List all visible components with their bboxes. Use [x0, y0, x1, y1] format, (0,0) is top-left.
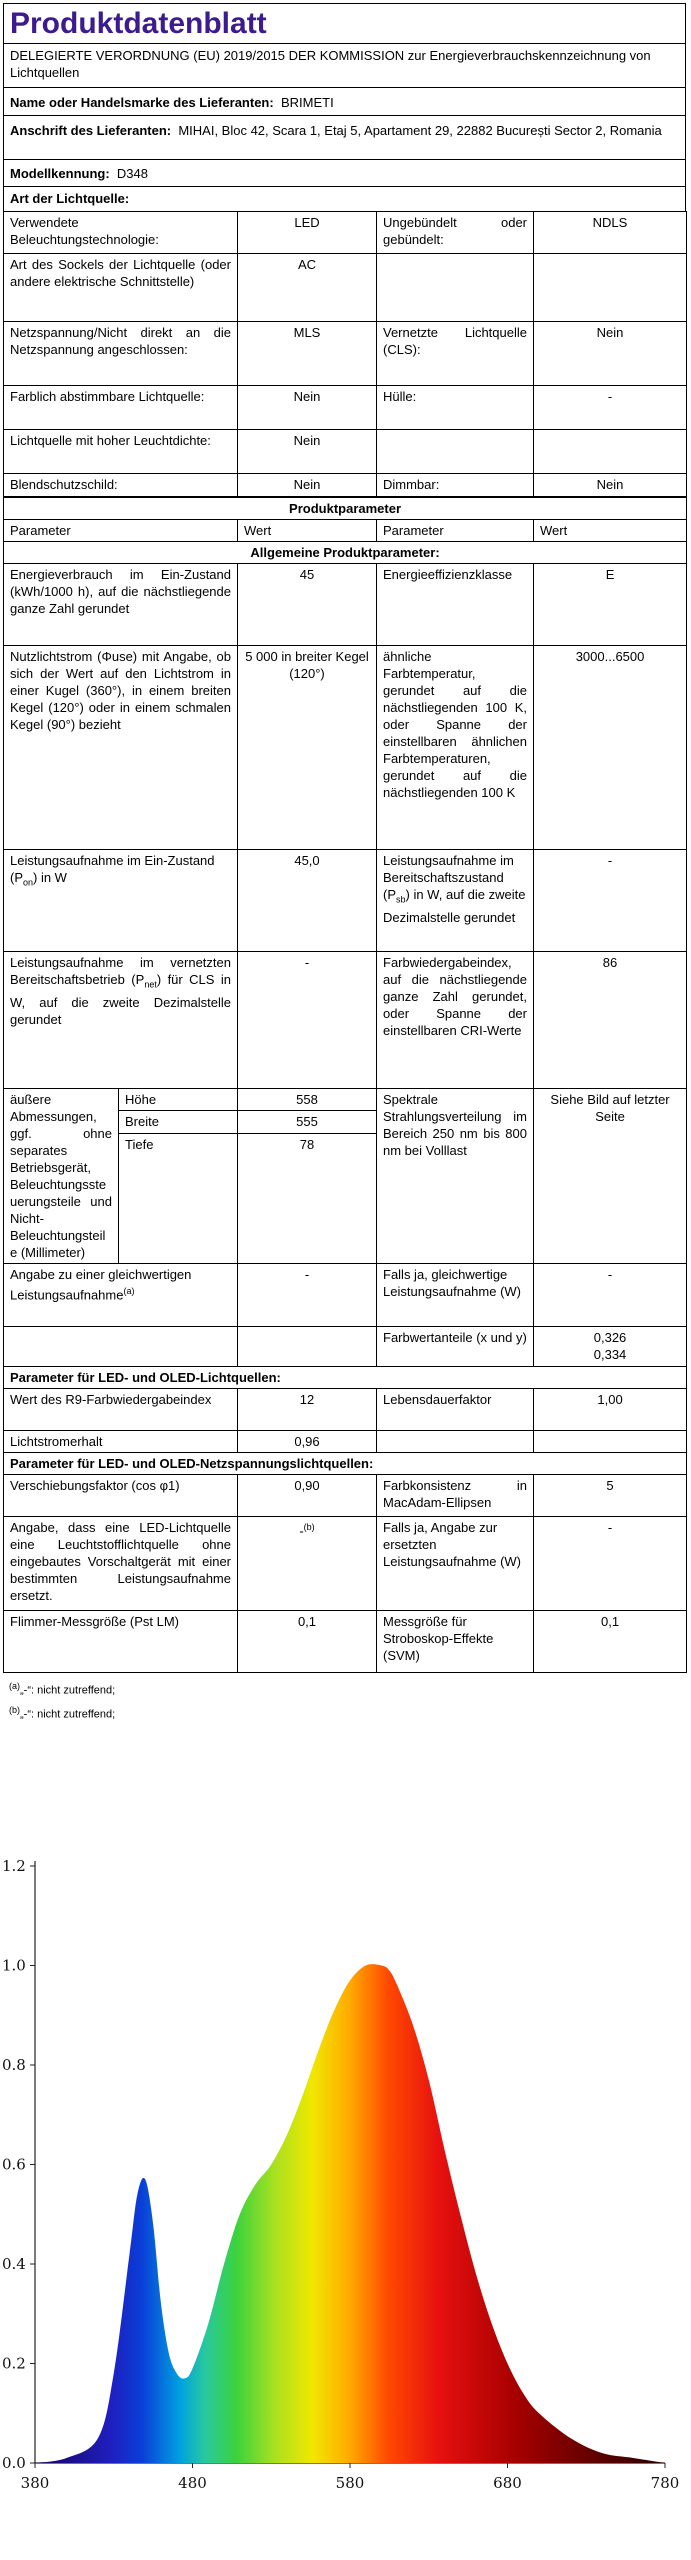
- column-header-parameter: Parameter: [377, 520, 534, 542]
- model-row: [3, 159, 686, 186]
- product-datasheet: [3, 3, 686, 1724]
- height-label: Höhe: [119, 1089, 238, 1111]
- param-label: Farbwiedergabeindex, auf die nächstliegende ganze Zahl gerundet, oder Spanne der einstellbaren CRI-Werte: [377, 952, 534, 1089]
- y-tick-label: 0.8: [2, 2056, 26, 2074]
- depth-label: Tiefe: [119, 1133, 238, 1263]
- x-tick-label: 580: [335, 2474, 365, 2492]
- type-row: [4, 322, 687, 386]
- type-label: Vernetzte Lichtquelle (CLS):: [377, 322, 534, 386]
- param-label: Verschiebungsfaktor (cos φ1): [4, 1475, 238, 1517]
- depth-value: 78: [238, 1133, 377, 1263]
- page-title: Produktdatenblatt: [3, 3, 686, 43]
- y-tick-label: 0.0: [2, 2454, 26, 2472]
- param-label: Energieverbrauch im Ein-Zustand (kWh/1000 h), auf die nächstliegende ganze Zahl gerundet: [4, 564, 238, 646]
- param-value: 0,96: [238, 1431, 377, 1453]
- param-label: Angabe, dass eine LED-Lichtquelle eine Leuchtstofflichtquelle ohne eingebautes Vorschaltgerät mit einer bestimmten Leistungsaufnahme ersetzt.: [4, 1517, 238, 1611]
- param-label: Leistungsaufnahme im Ein-Zustand $(P_{on})$ in W: [4, 850, 238, 952]
- param-value: E: [534, 564, 687, 646]
- type-label: Dimmbar:: [377, 474, 534, 497]
- supplier-row: [3, 87, 686, 115]
- product-parameter-table: [3, 497, 687, 1673]
- param-label: Leistungsaufnahme im vernetzten Bereitschaftsbetrieb $(P_{net})$ für CLS in W, auf die zweite Dezimalstelle gerundet: [4, 952, 238, 1089]
- width-value: 555: [238, 1111, 377, 1133]
- type-label: Hülle:: [377, 386, 534, 430]
- type-value: [534, 430, 687, 474]
- param-label: Farbwertanteile (x und y): [377, 1327, 534, 1367]
- param-value: 5 000 in breiter Kegel (120°): [238, 646, 377, 850]
- param-value: 0,1: [534, 1611, 687, 1673]
- column-header-parameter: Parameter: [4, 520, 238, 542]
- column-header-value: Wert: [238, 520, 377, 542]
- type-row: [4, 212, 687, 254]
- param-row-power-on: [4, 850, 687, 952]
- supplier-label: Name oder Handelsmarke des Lieferanten:: [10, 95, 274, 110]
- width-label: Breite: [119, 1111, 238, 1133]
- param-value: 0,1: [238, 1611, 377, 1673]
- param-label: Energieeffizienzklasse: [377, 564, 534, 646]
- param-value: -$^{(b)}$: [238, 1517, 377, 1611]
- param-row-maintenance: [4, 1431, 687, 1453]
- param-value: -: [534, 1517, 687, 1611]
- param-value: 0,90: [238, 1475, 377, 1517]
- mains-parameters-heading: Parameter für LED- und OLED-Netzspannungslichtquellen:: [4, 1453, 687, 1475]
- param-value: 45: [238, 564, 377, 646]
- param-value: -: [534, 1264, 687, 1327]
- model-label: Modellkennung:: [10, 166, 110, 181]
- height-value: 558: [238, 1089, 377, 1111]
- type-value: -: [534, 386, 687, 430]
- param-row-energy: [4, 564, 687, 646]
- address-value: MIHAI, Bloc 42, Scara 1, Etaj 5, Apartament 29, 22882 București Sector 2, Romania: [178, 123, 662, 138]
- x-tick-label: 480: [178, 2474, 207, 2492]
- param-label: Falls ja, Angabe zur ersetzten Leistungsaufnahme (W): [377, 1517, 534, 1611]
- y-tick-labels: [2, 1858, 35, 2472]
- type-label: Art des Sockels der Lichtquelle (oder andere elektrische Schnittstelle): [4, 254, 238, 322]
- param-row-equivalent: [4, 1264, 687, 1327]
- param-value: -: [238, 1264, 377, 1327]
- param-row-power-net: [4, 952, 687, 1089]
- type-label: [377, 430, 534, 474]
- x-tick-label: 680: [493, 2474, 522, 2492]
- type-label: Lichtquelle mit hoher Leuchtdichte:: [4, 430, 238, 474]
- param-row-flux: [4, 646, 687, 850]
- type-value: Nein: [238, 430, 377, 474]
- type-row: [4, 386, 687, 430]
- footnote: $^{(b)}$„-“: nicht zutreffend;: [9, 1704, 116, 1721]
- type-row: [4, 254, 687, 322]
- type-label: Farblich abstimmbare Lichtquelle:: [4, 386, 238, 430]
- y-tick-label: 0.6: [2, 2155, 26, 2174]
- product-parameters-heading: Produktparameter: [4, 498, 687, 520]
- param-row-flicker: [4, 1611, 687, 1673]
- param-label: Flimmer-Messgröße (Pst LM): [4, 1611, 238, 1673]
- type-value: [534, 254, 687, 322]
- param-label: Wert des R9-Farbwiedergabeindex: [4, 1389, 238, 1431]
- model-value: D348: [116, 166, 148, 181]
- general-parameters-heading: Allgemeine Produktparameter:: [4, 542, 687, 564]
- address-label: Anschrift des Lieferanten:: [10, 123, 172, 138]
- type-label: [377, 254, 534, 322]
- type-value: Nein: [238, 474, 377, 497]
- param-value: 3000...6500: [534, 646, 687, 850]
- param-label: Leistungsaufnahme im Bereitschaftszustand $(P_{sb})$ in W, auf die zweite Dezimalstelle gerundet: [377, 850, 534, 952]
- param-label: Nutzlichtstrom (Φuse) mit Angabe, ob sich der Wert auf den Lichtstrom in einer Kugel (360°), in einem breiten Kegel (120°) oder in einem schmalen Kegel (90°) bezieht: [4, 646, 238, 850]
- param-value: 45,0: [238, 850, 377, 952]
- type-value: AC: [238, 254, 377, 322]
- type-value: Nein: [238, 386, 377, 430]
- light-source-type-table: [3, 211, 687, 497]
- light-source-type-heading: Art der Lichtquelle:: [3, 186, 686, 211]
- y-tick-label: 0.4: [2, 2255, 26, 2273]
- type-label: Blendschutzschild:: [4, 474, 238, 497]
- type-value: Nein: [534, 474, 687, 497]
- param-label: Lebensdauerfaktor: [377, 1389, 534, 1431]
- type-value: LED: [238, 212, 377, 254]
- type-value: NDLS: [534, 212, 687, 254]
- column-header-row: [4, 520, 687, 542]
- param-value: -: [534, 850, 687, 952]
- param-value: 12: [238, 1389, 377, 1431]
- type-label: Verwendete Beleuchtungstechnologie:: [4, 212, 238, 254]
- param-value: 5: [534, 1475, 687, 1517]
- led-parameters-heading: Parameter für LED- und OLED-Lichtquellen:: [4, 1367, 687, 1389]
- footnote: $^{(a)}$„-“: nicht zutreffend;: [9, 1681, 116, 1697]
- param-row-dimensions: [4, 1089, 687, 1111]
- y-tick-label: 1.0: [2, 1956, 26, 1975]
- x-tick-labels: [21, 2463, 680, 2492]
- type-label: Ungebündelt oder gebündelt:: [377, 212, 534, 254]
- regulation-text: DELEGIERTE VERORDNUNG (EU) 2019/2015 DER KOMMISSION zur Energieverbrauchskennzeichnung von Lichtquellen: [3, 43, 686, 87]
- type-value: Nein: [534, 322, 687, 386]
- param-row-power-factor: [4, 1475, 687, 1517]
- param-value: 1,00: [534, 1389, 687, 1431]
- param-label: Messgröße für Stroboskop-Effekte (SVM): [377, 1611, 534, 1673]
- param-row-r9: [4, 1389, 687, 1431]
- param-label: Spektrale Strahlungsverteilung im Bereich 250 nm bis 800 nm bei Volllast: [377, 1089, 534, 1264]
- param-label: ähnliche Farbtemperatur, gerundet auf die nächstliegenden 100 K, oder Spanne der einstellbaren ähnlichen Farbtemperaturen, gerundet auf die nächstliegenden 100 K: [377, 646, 534, 850]
- param-label: Angabe zu einer gleichwertigen Leistungsaufnahme$^{(a)}$: [4, 1264, 238, 1327]
- param-row-retrofit: [4, 1517, 687, 1611]
- dimensions-label: äußere Abmessungen, ggf. ohne separates Betriebsgerät, Beleuchtungssteuerungsteile und Nicht-Beleuchtungsteile (Millimeter): [4, 1089, 119, 1264]
- param-value: Siehe Bild auf letzter Seite: [534, 1089, 687, 1264]
- param-row-chromaticity: [4, 1327, 687, 1367]
- type-row: [4, 430, 687, 474]
- spectral-distribution-chart: [0, 1858, 691, 2560]
- param-value: 0,326 0,334: [534, 1327, 687, 1367]
- y-tick-label: 0.2: [2, 2354, 26, 2373]
- address-row: [3, 115, 686, 159]
- type-value: MLS: [238, 322, 377, 386]
- column-header-value: Wert: [534, 520, 687, 542]
- param-label: Lichtstromerhalt: [4, 1431, 238, 1453]
- x-tick-label: 380: [20, 2474, 50, 2492]
- param-value: 86: [534, 952, 687, 1089]
- footnotes: [3, 1677, 686, 1724]
- type-label: Netzspannung/Nicht direkt an die Netzspannung angeschlossen:: [4, 322, 238, 386]
- param-label: Farbkonsistenz in MacAdam-Ellipsen: [377, 1475, 534, 1517]
- x-tick-label: 780: [650, 2474, 680, 2492]
- supplier-value: BRIMETI: [280, 95, 334, 110]
- y-tick-label: 1.2: [2, 1858, 26, 1875]
- spectrum-area: [35, 1964, 665, 2463]
- type-row: [4, 474, 687, 497]
- param-value: -: [238, 952, 377, 1089]
- param-label: Falls ja, gleichwertige Leistungsaufnahme (W): [377, 1264, 534, 1327]
